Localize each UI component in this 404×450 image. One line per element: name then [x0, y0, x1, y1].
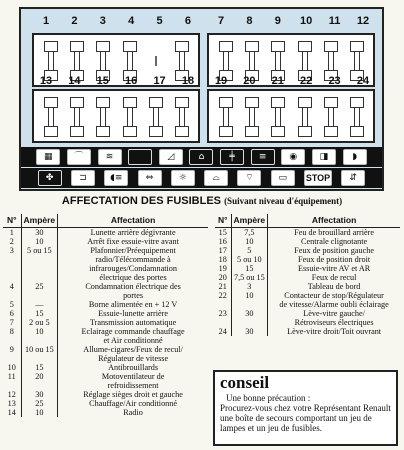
table-row [215, 291, 400, 309]
fuse-number-cell: 15 [218, 228, 227, 237]
fuse-number: 1 [42, 15, 50, 27]
allocation-cell: Contacteur de stop/Régulateur de vitesse/Alarme oubli éclairage [268, 291, 400, 309]
amperage-cell: 25 [21, 282, 58, 300]
fuse-number-cell: 12 [7, 390, 16, 399]
fuel-icon: ◉ [281, 149, 305, 165]
fan-icon: ✤ [38, 170, 62, 186]
fuse-number-cell: 19 [218, 264, 227, 273]
fuse-number-cell: 16 [218, 237, 227, 246]
amperage-cell: 10 ou 15 [21, 345, 58, 363]
fuse-slot [70, 97, 84, 137]
fuse-slot [149, 97, 163, 137]
allocation-cell: Lève-vitre gauche/ Rétroviseurs électriques [268, 309, 400, 327]
fuse-number-cell: 24 [218, 327, 227, 336]
fuse-number-cell: 4 [9, 282, 14, 291]
advice-heading: conseil [220, 373, 270, 392]
mirror-icon: ◿ [159, 149, 183, 165]
fuse-number: 8 [246, 15, 253, 27]
table-row [215, 255, 400, 264]
amperage-cell: 10 [231, 237, 268, 246]
fuse-number-cell: 7 [9, 318, 14, 327]
table-row [215, 264, 400, 273]
fuse-number-cell: 22 [218, 291, 227, 300]
allocation-cell: Essuie-vitre AV et AR [268, 264, 400, 273]
amperage-cell: 10 [21, 408, 58, 417]
fuse-number-cell: 17 [218, 246, 227, 255]
allocation-cell: Feux de position droit [268, 255, 400, 264]
fuse-table-left [3, 214, 208, 417]
amperage-cell: 3 [231, 282, 268, 291]
amperage-cell: 7,5 [231, 228, 268, 238]
sunroof-icon: ⌓ [204, 170, 228, 186]
indicator-icon: ⇔ [138, 170, 162, 186]
fuse-table-right [215, 214, 400, 336]
table-row [3, 399, 208, 408]
amperage-cell: 15 [231, 264, 268, 273]
sidelight-icon: ⊐ [71, 170, 95, 186]
fuse-number: 7 [217, 15, 225, 27]
table-row [215, 237, 400, 246]
fuse-slot [350, 97, 364, 137]
table-row [215, 282, 400, 291]
amperage-cell: 5 [231, 246, 268, 255]
fuse-slot [123, 97, 137, 137]
fuse-slot [245, 97, 259, 137]
rear-defrost-icon: ▦ [36, 149, 60, 165]
fuse-slot [44, 97, 58, 137]
advice-body: Procurez-vous chez votre Représentant Renault une boîte de secours comportant un jeu de lampes et un jeu de fusibles. [220, 403, 391, 433]
fuse-number-cell: 13 [7, 399, 16, 408]
header-no: N° [215, 214, 231, 228]
fuse-number-cell: 18 [218, 255, 227, 264]
fuse-number: 16 [125, 75, 138, 87]
table-row [3, 300, 208, 309]
table-row [215, 228, 400, 238]
fuse-slot [219, 97, 233, 137]
amperage-cell: 10 [21, 237, 58, 246]
window-lift-icon: ⇵ [341, 170, 365, 186]
heated-rear-window-icon: ≋ [98, 149, 122, 165]
blank-icon [128, 149, 152, 165]
allocation-cell: Chauffage/Air conditionné [58, 399, 208, 408]
fuse-number-cell: 21 [218, 282, 227, 291]
amperage-cell: 10 [21, 327, 58, 345]
fuse-number-cell: 8 [9, 327, 14, 336]
fuse-box-diagram [19, 7, 384, 191]
fuse-slot [324, 97, 338, 137]
table-row [3, 408, 208, 417]
table-row [3, 363, 208, 372]
allocation-cell: Eclairage commande chauffage et Air conditionné [58, 327, 208, 345]
fuse-row-bottom-right [219, 97, 364, 137]
fuse-number: 13 [39, 75, 53, 87]
fuse-number: 24 [356, 75, 370, 87]
fuse-number: 21 [271, 75, 284, 87]
allocation-cell: Essuie-lunette arrière [58, 309, 208, 318]
table-row [215, 327, 400, 336]
fuse-number-cell: 2 [9, 237, 14, 246]
fuse-number: 10 [300, 15, 313, 27]
fuse-slot [298, 97, 312, 137]
fuse-number-cell: 20 [218, 273, 227, 282]
adjust-icon: ╪ [220, 149, 244, 165]
fuse-number: 11 [328, 15, 341, 27]
fuse-number-cell: 5 [9, 300, 14, 309]
table-row [215, 246, 400, 255]
fuse-number: 18 [181, 75, 195, 87]
stop-icon: STOP [304, 170, 332, 186]
table-row [215, 273, 400, 282]
fuse-number-cell: 6 [9, 309, 14, 318]
allocation-cell: Centrale clignotante [268, 237, 400, 246]
amperage-cell: 15 [21, 309, 58, 318]
fuse-number-cell: 9 [9, 345, 14, 354]
fuse-number-cell: 1 [9, 228, 14, 237]
allocation-cell: Réglage sièges droit et gauche [58, 390, 208, 399]
fuse-number: 22 [300, 75, 313, 87]
header-amp: Ampère [231, 214, 268, 228]
fuse-number: 4 [128, 15, 135, 27]
fuse-number-cell: 23 [218, 309, 227, 318]
fuse-number: 23 [328, 75, 341, 87]
allocation-cell: Condamnation électrique des portes [58, 282, 208, 300]
table-row [3, 237, 208, 246]
header-affectation: Affectation [268, 214, 400, 228]
fuse-numbers-top-right [211, 15, 373, 27]
fuse-block-bottom-right [207, 89, 375, 143]
fuse-number: 2 [71, 15, 78, 27]
allocation-cell: Arrêt fixe essuie-vitre avant [58, 237, 208, 246]
header-affectation: Affectation [58, 214, 208, 228]
table-row [3, 372, 208, 390]
allocation-cell: Antibrouillards [58, 363, 208, 372]
headlight-icon: ◗ [343, 149, 367, 165]
allocation-cell: Feux de recul [268, 273, 400, 282]
fuse-row-bottom-left [44, 97, 189, 137]
fuse-slot [175, 97, 189, 137]
allocation-cell: Feu de brouillard arrière [268, 228, 400, 238]
allocation-cell: Motoventilateur de refroidissement [58, 372, 208, 390]
wiper-icon: ⌒ [67, 149, 91, 165]
radio-icon: ▭ [271, 170, 295, 186]
allocation-cell: Allume-cigares/Feux de recul/ Régulateur de vitesse [58, 345, 208, 363]
header-no: N° [3, 214, 21, 228]
fuse-number-cell: 11 [7, 372, 16, 381]
fuse-number: 17 [153, 75, 166, 87]
allocation-cell: Borne alimentée en + 12 V [58, 300, 208, 309]
fuse-number-cell: 3 [9, 246, 14, 255]
amperage-cell: 25 [21, 399, 58, 408]
fuse-icon-row-1 [21, 147, 382, 167]
fuse-number: 6 [184, 15, 192, 27]
table-row [3, 318, 208, 327]
front-defrost-icon: ⌂ [189, 149, 213, 165]
fuse-number: 9 [274, 15, 281, 27]
table-row [3, 345, 208, 363]
amperage-cell: 30 [231, 327, 268, 336]
allocation-cell: Tableau de bord [268, 282, 400, 291]
header-amp: Ampère [21, 214, 58, 228]
table-row [3, 228, 208, 238]
table-row [3, 390, 208, 399]
amperage-cell: 20 [21, 372, 58, 390]
advice-box [213, 370, 398, 446]
fuse-numbers-bottom-left [36, 75, 198, 87]
fuse-allocation-title [0, 195, 404, 207]
amperage-cell: 30 [231, 309, 268, 327]
table-row [3, 309, 208, 318]
fuse-number: 14 [68, 75, 81, 87]
amperage-cell: 30 [21, 390, 58, 399]
amperage-cell: 5 ou 10 [231, 255, 268, 264]
fuse-number: 12 [356, 15, 370, 27]
allocation-cell: Radio [58, 408, 208, 417]
washer-icon: ⌔ [237, 170, 261, 186]
title-main: AFFECTATION DES FUSIBLES [61, 195, 221, 207]
fuse-numbers-top-left [36, 15, 198, 27]
fuse-block-bottom-left [32, 89, 200, 143]
table-row [215, 309, 400, 327]
fuse-icon-row-2 [21, 168, 382, 188]
fuse-number: 15 [96, 75, 109, 87]
advice-intro: Une bonne précaution : [226, 393, 311, 403]
fuse-numbers-bottom-right [211, 75, 373, 87]
amperage-cell: 2 ou 5 [21, 318, 58, 327]
allocation-cell: Lève-vitre droit/Toit ouvrant [268, 327, 400, 336]
fuse-number-cell: 10 [7, 363, 16, 372]
light-icon: ☼ [171, 170, 195, 186]
fuse-slot [271, 97, 285, 137]
fuse-number: 5 [156, 15, 163, 27]
allocation-cell: Transmission automatique [58, 318, 208, 327]
amperage-cell: — [21, 300, 58, 309]
allocation-cell: Plafonnier/Préequipement radio/Télécommande à infrarouges/Condamnation électrique des portes [58, 246, 208, 282]
fuse-slot [96, 97, 110, 137]
fuse-number: 19 [214, 75, 228, 87]
allocation-cell: Lunette arrière dégivrante [58, 228, 208, 238]
table-row [3, 246, 208, 282]
amperage-cell: 7,5 ou 15 [231, 273, 268, 282]
amperage-cell: 5 ou 15 [21, 246, 58, 282]
title-sub: (Suivant niveau d'équipement) [224, 196, 343, 206]
fuse-number-cell: 14 [7, 408, 16, 417]
table-row [3, 327, 208, 345]
allocation-cell: Feux de position gauche [268, 246, 400, 255]
window-icon: ◨ [312, 149, 336, 165]
amperage-cell: 30 [21, 228, 58, 238]
fuse-number: 3 [99, 15, 106, 27]
amperage-cell: 10 [231, 291, 268, 309]
table-row [3, 282, 208, 300]
rear-fog-icon: ◖≡ [104, 170, 128, 186]
fuse-number: 20 [243, 75, 256, 87]
amperage-cell: 15 [21, 363, 58, 372]
fog-light-icon: ≡ [251, 149, 275, 165]
